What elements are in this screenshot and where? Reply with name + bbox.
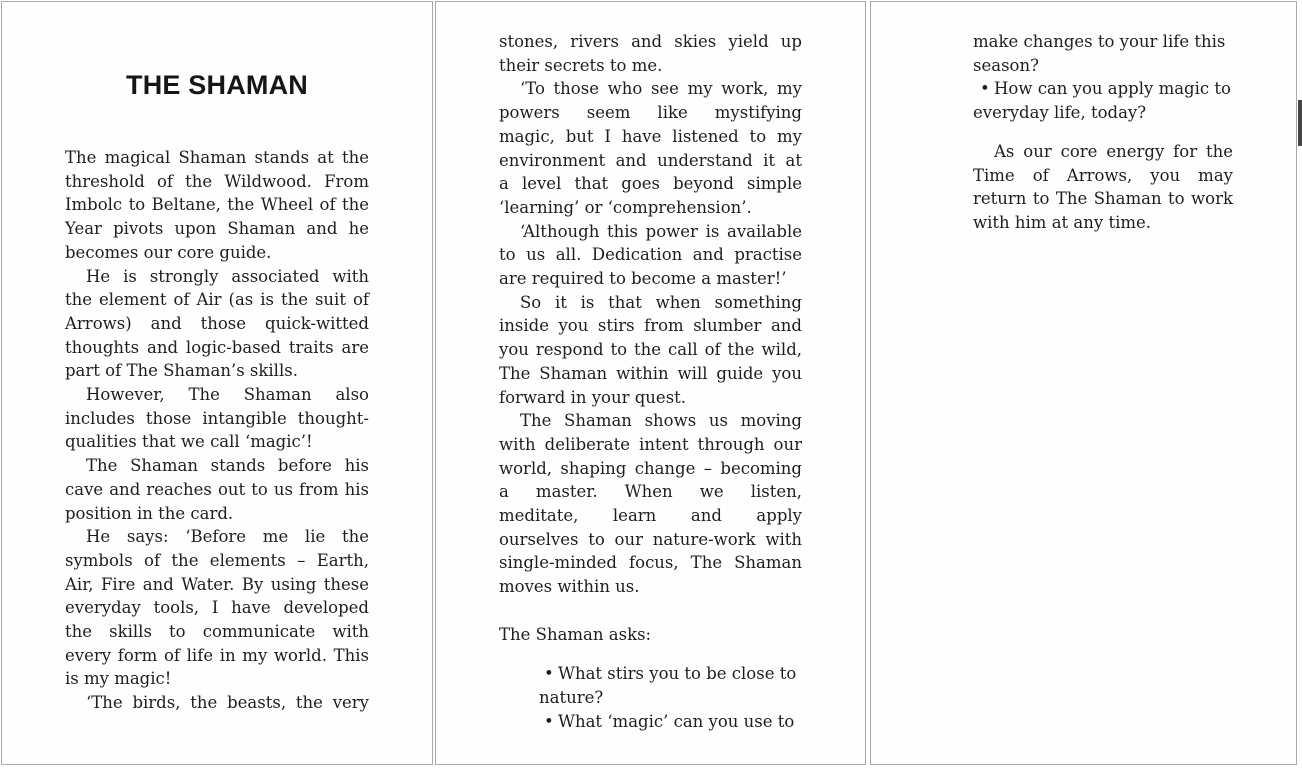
text-line: The Shaman asks: — [499, 624, 652, 644]
text-line: symbols of the elements – Earth, — [65, 550, 369, 570]
text-line: world, shaping change – becoming — [499, 458, 802, 478]
text-line: ourselves to our nature-work with — [499, 529, 802, 549]
bullet-text-line: • What stirs you to be close to — [539, 662, 802, 686]
text-line: ‘To those who see my work, my — [520, 79, 802, 99]
text-line: inside you stirs from slumber and — [499, 316, 802, 336]
paragraph-spacer — [973, 125, 1233, 140]
page-1-content — [65, 146, 369, 715]
text-line: ‘Although this power is available — [520, 221, 802, 241]
page-2-content — [499, 30, 802, 733]
page-panel-1[interactable] — [1, 1, 433, 765]
text-line: becomes our core guide. — [65, 242, 272, 262]
text-line: their secrets to me. — [499, 55, 663, 75]
text-line: position in the card. — [65, 503, 234, 523]
text-line: the skills to communicate with — [65, 622, 369, 642]
bullet-icon: • — [980, 79, 990, 99]
text-line: Air, Fire and Water. By using these — [65, 574, 369, 594]
text-line: Year pivots upon Shaman and he — [65, 219, 369, 239]
text-line: Arrows) and those quick-witted — [65, 313, 369, 333]
text-line: magic, but I have listened to my — [499, 126, 802, 146]
text-line: make changes to your life this — [973, 32, 1226, 51]
text-line: ‘learning’ or ‘comprehension’. — [499, 197, 752, 217]
text-line: you respond to the call of the wild, — [499, 340, 802, 360]
text-line: part of The Shaman’s skills. — [65, 361, 298, 381]
text-line: meditate, learn and apply — [499, 506, 802, 526]
text-line: season? — [973, 55, 1039, 75]
text-line: stones, rivers and skies yield up — [499, 32, 802, 51]
bullet-icon: • — [544, 664, 554, 684]
text-line: The Shaman within will guide you — [499, 363, 802, 383]
text-line: moves within us. — [499, 577, 640, 597]
text-line: includes those intangible thought- — [65, 408, 369, 428]
chapter-title: THE SHAMAN — [126, 70, 308, 100]
page-panel-3[interactable] — [870, 1, 1297, 765]
bullet-icon: • — [544, 711, 554, 731]
bullet-text-line: • How can you apply magic to — [973, 77, 1233, 101]
text-line: So it is that when something — [520, 292, 802, 312]
bullet-text-line: • What ‘magic’ can you use to — [539, 710, 802, 734]
text-line: everyday life, today? — [973, 103, 1147, 123]
paragraph-spacer — [499, 646, 802, 662]
text-line: the element of Air (as is the suit of — [65, 290, 369, 310]
text-line: a master. When we listen, — [499, 482, 802, 502]
text-line: with deliberate intent through our — [499, 434, 802, 454]
text-line: thoughts and logic-based traits are — [65, 337, 369, 357]
text-line: are required to become a master!’ — [499, 269, 787, 289]
text-line: cave and reaches out to us from his — [65, 479, 369, 499]
text-line: threshold of the Wildwood. From — [65, 171, 369, 191]
text-line: The Shaman stands before his — [86, 456, 369, 476]
text-line: He is strongly associated with — [86, 266, 369, 286]
text-line: environment and understand it at — [499, 150, 802, 170]
text-line: return to The Shaman to work — [973, 189, 1233, 209]
text-line: The Shaman shows us moving — [520, 411, 802, 431]
text-line: He says: ‘Before me lie the — [86, 527, 369, 547]
text-line: with him at any time. — [973, 212, 1152, 232]
text-line: ‘The birds, the beasts, the very — [86, 693, 369, 713]
text-line: nature? — [539, 687, 604, 707]
text-line: to us all. Dedication and practise — [499, 245, 802, 265]
text-line: As our core energy for the — [994, 141, 1233, 161]
text-line: everyday tools, I have developed — [65, 598, 369, 618]
text-line: powers seem like mystifying — [499, 103, 802, 123]
page-panel-2[interactable] — [435, 1, 866, 765]
text-line: forward in your quest. — [499, 387, 687, 407]
text-line: However, The Shaman also — [86, 385, 369, 405]
text-line: single-minded focus, The Shaman — [499, 553, 802, 573]
page-3-content — [973, 30, 1233, 235]
text-line: The magical Shaman stands at the — [65, 148, 369, 167]
text-line: a level that goes beyond simple — [499, 174, 802, 194]
scrollbar-thumb[interactable] — [1298, 100, 1302, 146]
text-line: is my magic! — [65, 669, 172, 689]
text-line: Imbolc to Beltane, the Wheel of the — [65, 195, 369, 215]
paragraph-spacer — [499, 599, 802, 623]
text-line: every form of life in my world. This — [65, 645, 369, 665]
text-line: qualities that we call ‘magic’! — [65, 432, 313, 452]
text-line: Time of Arrows, you may — [973, 165, 1233, 185]
